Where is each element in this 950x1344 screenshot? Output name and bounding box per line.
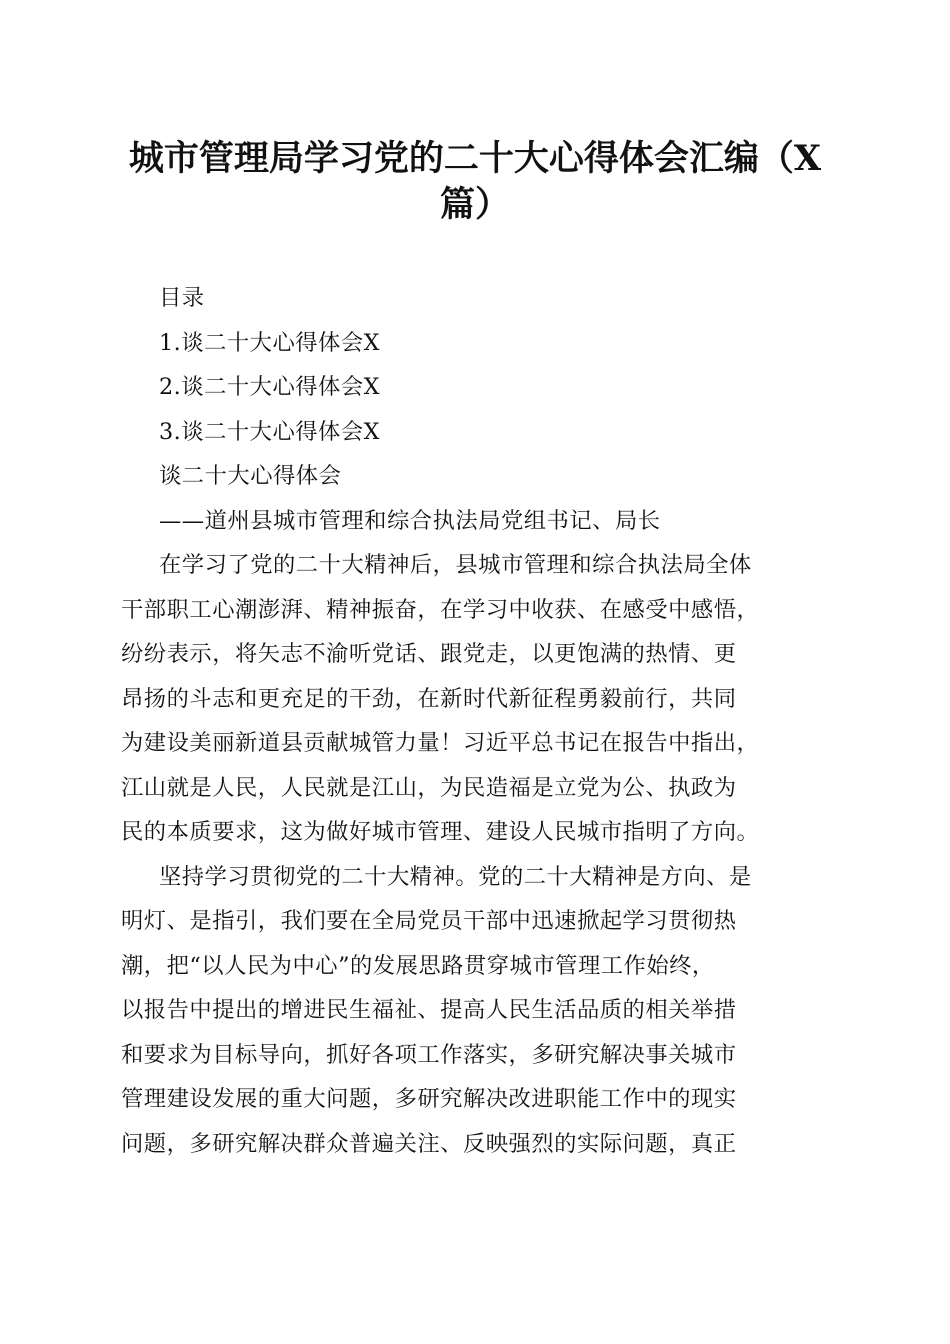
title-line-1: 城市管理局学习党的二十大心得体会汇编（X [128, 138, 822, 179]
toc-heading: 目录 [159, 285, 205, 311]
document-title [110, 136, 840, 228]
paragraph-line: 在学习了党的二十大精神后，县城市管理和综合执法局全体 [159, 552, 752, 578]
paragraph-line: 管理建设发展的重大问题，多研究解决改进职能工作中的现实 [121, 1086, 737, 1112]
paragraph-line: 为建设美丽新道县贡献城管力量！习近平总书记在报告中指出， [121, 730, 760, 756]
paragraph-line: 江山就是人民，人民就是江山，为民造福是立党为公、执政为 [121, 774, 737, 801]
paragraph-line: 干部职工心潮澎湃、精神振奋，在学习中收获、在感受中感悟， [121, 596, 760, 623]
toc-item: 2.谈二十大心得体会X [159, 374, 381, 400]
paragraph-line: 坚持学习贯彻党的二十大精神。党的二十大精神是方向、是 [159, 863, 752, 890]
paragraph-line: 纷纷表示，将矢志不渝听党话、跟党走，以更饱满的热情、更 [121, 641, 737, 667]
paragraph-line: 昂扬的斗志和更充足的干劲，在新时代新征程勇毅前行，共同 [121, 685, 737, 712]
paragraph-line: 问题，多研究解决群众普遍关注、反映强烈的实际问题，真正 [121, 1130, 737, 1157]
title-line-2: 篇） [439, 184, 510, 225]
document-body [121, 276, 826, 1166]
article-title: 谈二十大心得体会 [159, 463, 342, 489]
paragraph [121, 855, 826, 1167]
paragraph-line: 以报告中提出的增进民生福祉、提高人民生活品质的相关举措 [121, 997, 737, 1023]
toc-item: 3.谈二十大心得体会X [159, 418, 381, 445]
paragraph-line: 明灯、是指引，我们要在全局党员干部中迅速掀起学习贯彻热 [121, 908, 737, 934]
paragraph-line: 潮，把“以人民为中心”的发展思路贯穿城市管理工作始终， [121, 952, 715, 979]
toc-item: 1.谈二十大心得体会X [159, 329, 381, 356]
article-author: ——道州县城市管理和综合执法局党组书记、局长 [159, 507, 661, 534]
paragraph-line: 民的本质要求，这为做好城市管理、建设人民城市指明了方向。 [121, 819, 760, 845]
paragraph [121, 543, 826, 855]
paragraph-line: 和要求为目标导向，抓好各项工作落实，多研究解决事关城市 [121, 1041, 737, 1068]
